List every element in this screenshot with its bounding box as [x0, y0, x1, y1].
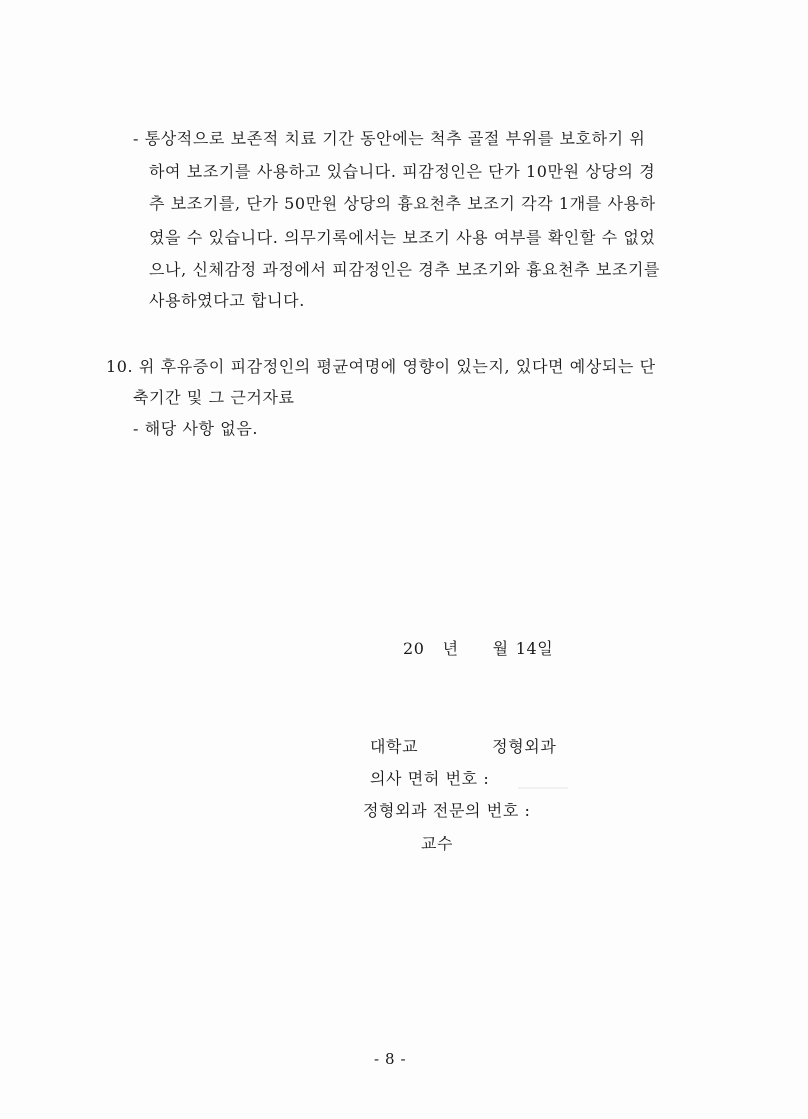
department-name: 정형외과 [492, 737, 557, 756]
date-month-unit: 월 [492, 639, 509, 658]
date-day: 14일 [515, 639, 554, 658]
question-heading-continued: 축기간 및 그 근거자료 [133, 388, 295, 407]
specialist-number-label: 정형외과 전문의 번호 : [363, 801, 531, 820]
university-name: 대학교 [370, 737, 419, 756]
date-year-unit: 년 [442, 639, 459, 658]
paragraph-line: 였을 수 있습니다. 의무기록에서는 보조기 사용 여부를 확인할 수 없었 [149, 228, 656, 247]
paragraph-line: 추 보조기를, 단가 50만원 상당의 흉요천추 보조기 각각 1개를 사용하 [149, 194, 656, 213]
question-heading: 10. 위 후유증이 피감정인의 평균여명에 영향이 있는지, 있다면 예상되는 단 [106, 357, 656, 376]
paragraph-line: 으나, 신체감정 과정에서 피감정인은 경추 보조기와 흉요천추 보조기를 [149, 260, 661, 279]
date-year-prefix: 20 [403, 639, 425, 658]
paragraph-line: 하여 보조기를 사용하고 있습니다. 피감정인은 단가 10만원 상당의 경 [149, 162, 656, 181]
document-date [403, 641, 553, 657]
professor-title: 교수 [421, 834, 454, 853]
affiliation-line [370, 739, 556, 755]
license-number-label: 의사 면허 번호 : [370, 769, 490, 788]
question-answer: - 해당 사항 없음. [133, 419, 259, 438]
paragraph-line: - 통상적으로 보존적 치료 기간 동안에는 척추 골절 부위를 보호하기 위 [133, 129, 646, 148]
page-number: - 8 - [374, 1050, 407, 1068]
paragraph-line: 사용하였다고 합니다. [149, 291, 305, 310]
redaction-mark [518, 787, 568, 789]
